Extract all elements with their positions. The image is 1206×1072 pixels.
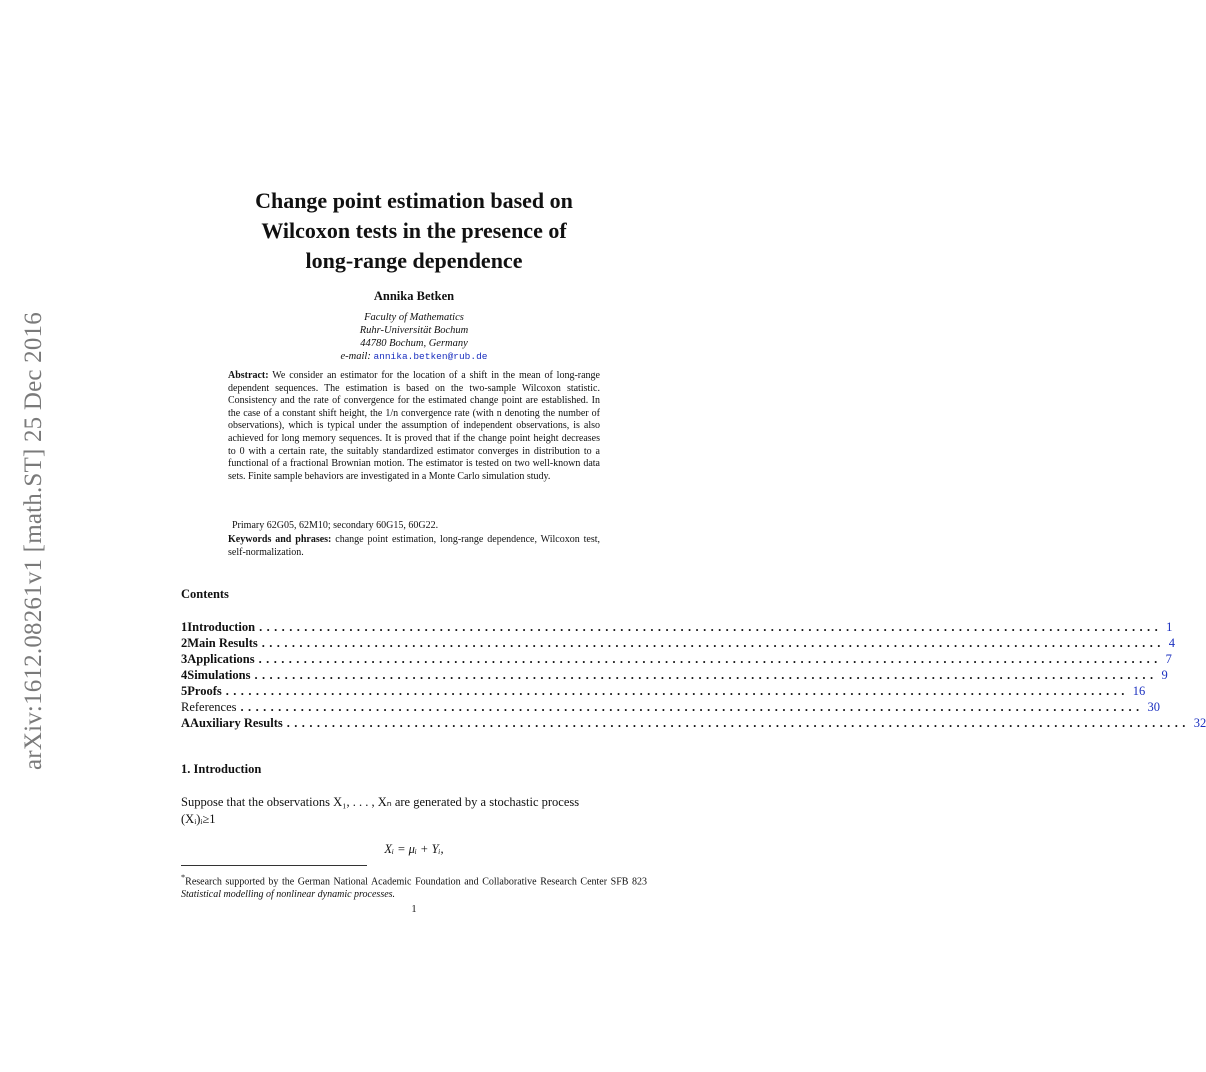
footnote-text: Research supported by the German National Academic Foundation and Collaborative Research Center SFB 823 [185,876,647,888]
toc-entry[interactable] [181,715,1206,731]
toc-leader-dots: ........................................................................................................................ [261,636,1165,650]
affiliation [180,311,648,363]
email-line [180,350,648,363]
toc-leader-dots: ........................................................................................................................ [225,684,1129,698]
toc-leader-dots: ........................................................................................................................ [254,668,1158,682]
toc-entry-title[interactable]: Simulations [187,668,251,682]
title-line: Wilcoxon tests in the presence of [261,218,567,243]
author-name: Annika Betken [373,289,455,303]
paragraph-line: Suppose that the observations X₁, . . . , Xₙ are generated by a stochastic process [181,795,580,809]
arxiv-identifier: arXiv:1612.08261v1 [math.ST] 25 Dec 2016 [20,312,47,770]
toc-page-link[interactable]: 4 [1168,636,1175,650]
affiliation-line: 44780 Bochum, Germany [360,338,468,349]
abstract-text: We consider an estimator for the location of a shift in the mean of long-range dependent sequences. The estimation is based on the two-sample Wilcoxon statistic. Consistency and the rate of convergence for the estimated change point are established. In the case of a constant shift height, the 1/n convergence rate (with n denoting the number of observations), which is typical under the assumption of independent observations, is also achieved for long memory sequences. It is proved that if the change point height decreases to 0 with a certain rate, the suitably standardized estimator converges in distribution to a functional of a fractional Brownian motion. The estimator is tested on two well-known data sets. Finite sample behaviors are investigated in a Monte Carlo simulation study. [228,370,600,482]
toc-entry[interactable] [181,683,1146,699]
toc-page-link[interactable]: 16 [1132,684,1146,698]
toc-entry[interactable] [181,619,1173,635]
toc-page-link[interactable]: 30 [1147,700,1161,714]
footnote-rule [181,865,367,866]
toc-entry-title[interactable]: Introduction [187,620,256,634]
abstract-label: Abstract: [228,370,269,381]
toc-entry-title[interactable]: Applications [187,652,255,666]
toc-page-link[interactable]: 7 [1165,652,1172,666]
footnote [181,871,647,901]
page-number: 1 [411,904,417,915]
keywords-label: Keywords and phrases: [228,534,332,545]
toc-entry-title[interactable]: Main Results [187,636,258,650]
toc-entry-number: 5 [181,684,188,698]
affiliation-line: Ruhr-Universität Bochum [359,325,469,336]
toc-leader-dots: ........................................................................................................................ [258,652,1162,666]
email-label: e-mail: [340,351,371,362]
intro-paragraph [181,794,647,828]
toc-page-link[interactable]: 9 [1161,668,1168,682]
email-link[interactable]: annika.betken@rub.de [373,351,488,362]
keywords [228,534,600,559]
toc-entry-title[interactable]: References [181,700,237,714]
section-heading: 1. Introduction [181,762,262,776]
toc-entry[interactable] [181,635,1175,651]
paper-title [180,186,648,276]
footnote-italic: Statistical modelling of nonlinear dynamic processes. [181,889,396,901]
title-line: long-range dependence [305,248,523,273]
toc-entry[interactable] [181,651,1172,667]
toc-page-link[interactable]: 1 [1166,620,1173,634]
title-line: Change point estimation based on [255,188,573,213]
toc-entry[interactable] [181,667,1168,683]
arxiv-stamp [12,270,52,770]
toc-entry-title[interactable]: Auxiliary Results [190,716,283,730]
affiliation-line: Faculty of Mathematics [364,312,464,323]
toc-entry[interactable] [181,699,1161,715]
toc-entry-number: 2 [181,636,188,650]
footnote-marker: * [181,873,186,882]
toc-entry-number: 1 [181,620,188,634]
paragraph-line: (Xᵢ)ᵢ≥1 [181,812,216,826]
toc-leader-dots: ........................................................................................................................ [259,620,1163,634]
toc-leader-dots: ........................................................................................................................ [286,716,1190,730]
toc-entry-title[interactable]: Proofs [187,684,222,698]
contents-heading: Contents [181,587,229,601]
equation: Xᵢ = μᵢ + Yᵢ, [384,842,444,856]
toc-entry-number: 3 [181,652,188,666]
keywords-text: change point estimation, long-range dependence, Wilcoxon test, self-normalization. [228,534,601,558]
abstract [228,370,600,483]
toc-leader-dots: ........................................................................................................................ [240,700,1144,714]
toc-page-link[interactable]: 32 [1193,716,1206,730]
msc-classification: Primary 62G05, 62M10; secondary 60G15, 60G22. [232,520,439,531]
table-of-contents [181,619,1206,731]
toc-entry-number: A [181,716,191,730]
toc-entry-number: 4 [181,668,188,682]
